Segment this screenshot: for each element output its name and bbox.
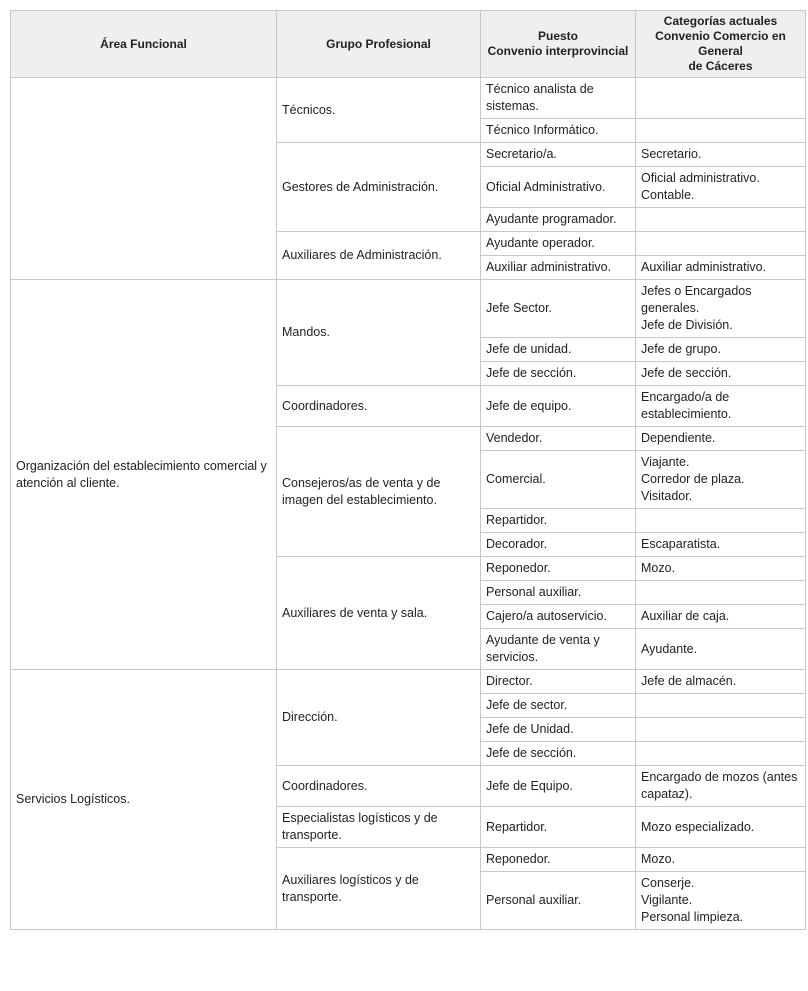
categoria-line: Encargado de mozos (antes <box>641 770 798 784</box>
header-area: Área Funcional <box>11 11 277 78</box>
table-row <box>11 670 806 694</box>
grupo-profesional-cell: Coordinadores. <box>277 766 481 807</box>
puesto-cell <box>481 848 636 872</box>
categoria-cell <box>636 427 806 451</box>
puesto-line: Vendedor. <box>486 431 543 445</box>
puesto-line: Comercial. <box>486 472 546 486</box>
categoria-line: Personal limpieza. <box>641 910 744 924</box>
puesto-cell <box>481 581 636 605</box>
puesto-cell <box>481 718 636 742</box>
categoria-cell <box>636 232 806 256</box>
puesto-line: Jefe de Equipo. <box>486 778 573 793</box>
puesto-line: Jefe de sección. <box>486 746 577 760</box>
categoria-line: Jefe de grupo. <box>641 342 721 356</box>
categoria-line: Viajante. <box>641 455 690 469</box>
puesto-line: Jefe Sector. <box>486 301 553 315</box>
categoria-line: Auxiliar administrativo. <box>641 260 767 274</box>
categoria-cell <box>636 605 806 629</box>
grupo-profesional-cell: Auxiliares de venta y sala. <box>277 557 481 670</box>
puesto-cell <box>481 766 636 807</box>
puesto-cell <box>481 509 636 533</box>
puesto-line: Repartidor. <box>486 819 548 834</box>
puesto-line: Reponedor. <box>486 561 551 575</box>
puesto-cell <box>481 78 636 119</box>
categoria-line: generales. <box>641 301 700 315</box>
categoria-line: Mozo. <box>641 561 676 575</box>
grupo-profesional-cell: Técnicos. <box>277 78 481 143</box>
categoria-cell <box>636 694 806 718</box>
categoria-cell <box>636 742 806 766</box>
categoria-cell <box>636 848 806 872</box>
categoria-cell <box>636 533 806 557</box>
header-categorias: Categorías actuales Convenio Comercio en General de Cáceres <box>636 11 806 78</box>
categoria-cell <box>636 208 806 232</box>
categoria-line: Jefe de División. <box>641 318 733 332</box>
grupo-profesional-cell: Gestores de Administración. <box>277 143 481 232</box>
puesto-cell <box>481 742 636 766</box>
categoria-line: Vigilante. <box>641 893 693 907</box>
grupo-profesional-cell: Dirección. <box>277 670 481 766</box>
categoria-line: Encargado/a de <box>641 390 730 404</box>
puesto-cell <box>481 386 636 427</box>
puesto-line: Auxiliar administrativo. <box>486 260 612 274</box>
categoria-cell <box>636 78 806 119</box>
puesto-line: Cajero/a autoservicio. <box>486 609 607 623</box>
categoria-cell <box>636 718 806 742</box>
grupo-profesional-cell: Auxiliares logísticos y de transporte. <box>277 848 481 930</box>
categoria-cell <box>636 872 806 930</box>
puesto-line: Personal auxiliar. <box>486 893 582 907</box>
categoria-cell <box>636 807 806 848</box>
puesto-cell <box>481 533 636 557</box>
categoria-cell <box>636 766 806 807</box>
puesto-line: Técnico analista de <box>486 82 594 96</box>
puesto-cell <box>481 670 636 694</box>
header-puesto: Puesto Convenio interprovincial <box>481 11 636 78</box>
puesto-line: Ayudante programador. <box>486 212 617 226</box>
categoria-cell <box>636 119 806 143</box>
categoria-line: Oficial administrativo. <box>641 171 760 185</box>
categoria-cell <box>636 338 806 362</box>
puesto-cell <box>481 362 636 386</box>
categoria-cell <box>636 670 806 694</box>
puesto-line: Repartidor. <box>486 513 548 527</box>
categoria-line: Jefe de sección. <box>641 366 732 380</box>
categoria-cell <box>636 362 806 386</box>
categoria-line: Dependiente. <box>641 431 716 445</box>
puesto-cell <box>481 451 636 509</box>
header-grupo: Grupo Profesional <box>277 11 481 78</box>
categoria-line: Jefes o Encargados <box>641 284 752 298</box>
puesto-line: Reponedor. <box>486 852 551 866</box>
categoria-line: Conserje. <box>641 876 695 890</box>
puesto-line: Jefe de unidad. <box>486 342 572 356</box>
puesto-cell <box>481 208 636 232</box>
puesto-cell <box>481 872 636 930</box>
puesto-line: Oficial Administrativo. <box>486 179 606 194</box>
area-funcional-cell: Organización del establecimiento comercial y atención al cliente. <box>11 280 277 670</box>
puesto-line: Jefe de equipo. <box>486 398 572 413</box>
puesto-cell <box>481 694 636 718</box>
categoria-line: Contable. <box>641 188 695 202</box>
categoria-line: Visitador. <box>641 489 693 503</box>
categoria-line: capataz). <box>641 787 693 801</box>
categoria-line: establecimiento. <box>641 407 732 421</box>
categoria-line: Ayudante. <box>641 641 698 656</box>
puesto-cell <box>481 338 636 362</box>
puesto-cell <box>481 557 636 581</box>
categoria-cell <box>636 557 806 581</box>
puesto-cell <box>481 119 636 143</box>
puesto-line: servicios. <box>486 650 539 664</box>
puesto-cell <box>481 232 636 256</box>
categoria-cell <box>636 280 806 338</box>
categoria-line: Mozo. <box>641 852 676 866</box>
categoria-line: Corredor de plaza. <box>641 472 745 486</box>
puesto-cell <box>481 807 636 848</box>
categoria-cell <box>636 581 806 605</box>
puesto-cell <box>481 256 636 280</box>
puesto-line: Ayudante operador. <box>486 236 595 250</box>
categoria-cell <box>636 629 806 670</box>
grupo-profesional-cell: Auxiliares de Administración. <box>277 232 481 280</box>
puesto-line: Decorador. <box>486 537 548 551</box>
categoria-line: Jefe de almacén. <box>641 674 737 688</box>
categoria-cell <box>636 167 806 208</box>
puesto-line: Personal auxiliar. <box>486 585 582 599</box>
categoria-line: Mozo especializado. <box>641 819 755 834</box>
categoria-line: Secretario. <box>641 147 702 161</box>
puesto-cell <box>481 427 636 451</box>
area-funcional-cell <box>11 78 277 280</box>
categoria-line: Escaparatista. <box>641 537 721 551</box>
table-row <box>11 280 806 338</box>
categoria-cell <box>636 451 806 509</box>
puesto-line: Jefe de sector. <box>486 698 568 712</box>
area-funcional-cell: Servicios Logísticos. <box>11 670 277 930</box>
puesto-line: Director. <box>486 674 533 688</box>
grupo-profesional-cell: Consejeros/as de venta y de imagen del establecimiento. <box>277 427 481 557</box>
puesto-cell <box>481 167 636 208</box>
grupo-profesional-cell: Especialistas logísticos y de transporte. <box>277 807 481 848</box>
puesto-line: Técnico Informático. <box>486 123 599 137</box>
puesto-line: Jefe de sección. <box>486 366 577 380</box>
header-row <box>11 11 806 78</box>
puesto-cell <box>481 605 636 629</box>
puesto-line: Jefe de Unidad. <box>486 722 574 736</box>
categoria-cell <box>636 143 806 167</box>
job-classification-table <box>10 10 806 930</box>
categoria-cell <box>636 509 806 533</box>
puesto-cell <box>481 280 636 338</box>
grupo-profesional-cell: Mandos. <box>277 280 481 386</box>
puesto-line: Ayudante de venta y <box>486 633 600 647</box>
table-row <box>11 78 806 119</box>
categoria-cell <box>636 256 806 280</box>
grupo-profesional-cell: Coordinadores. <box>277 386 481 427</box>
puesto-cell <box>481 629 636 670</box>
puesto-line: sistemas. <box>486 99 539 113</box>
puesto-line: Secretario/a. <box>486 147 557 161</box>
categoria-cell <box>636 386 806 427</box>
categoria-line: Auxiliar de caja. <box>641 609 730 623</box>
puesto-cell <box>481 143 636 167</box>
